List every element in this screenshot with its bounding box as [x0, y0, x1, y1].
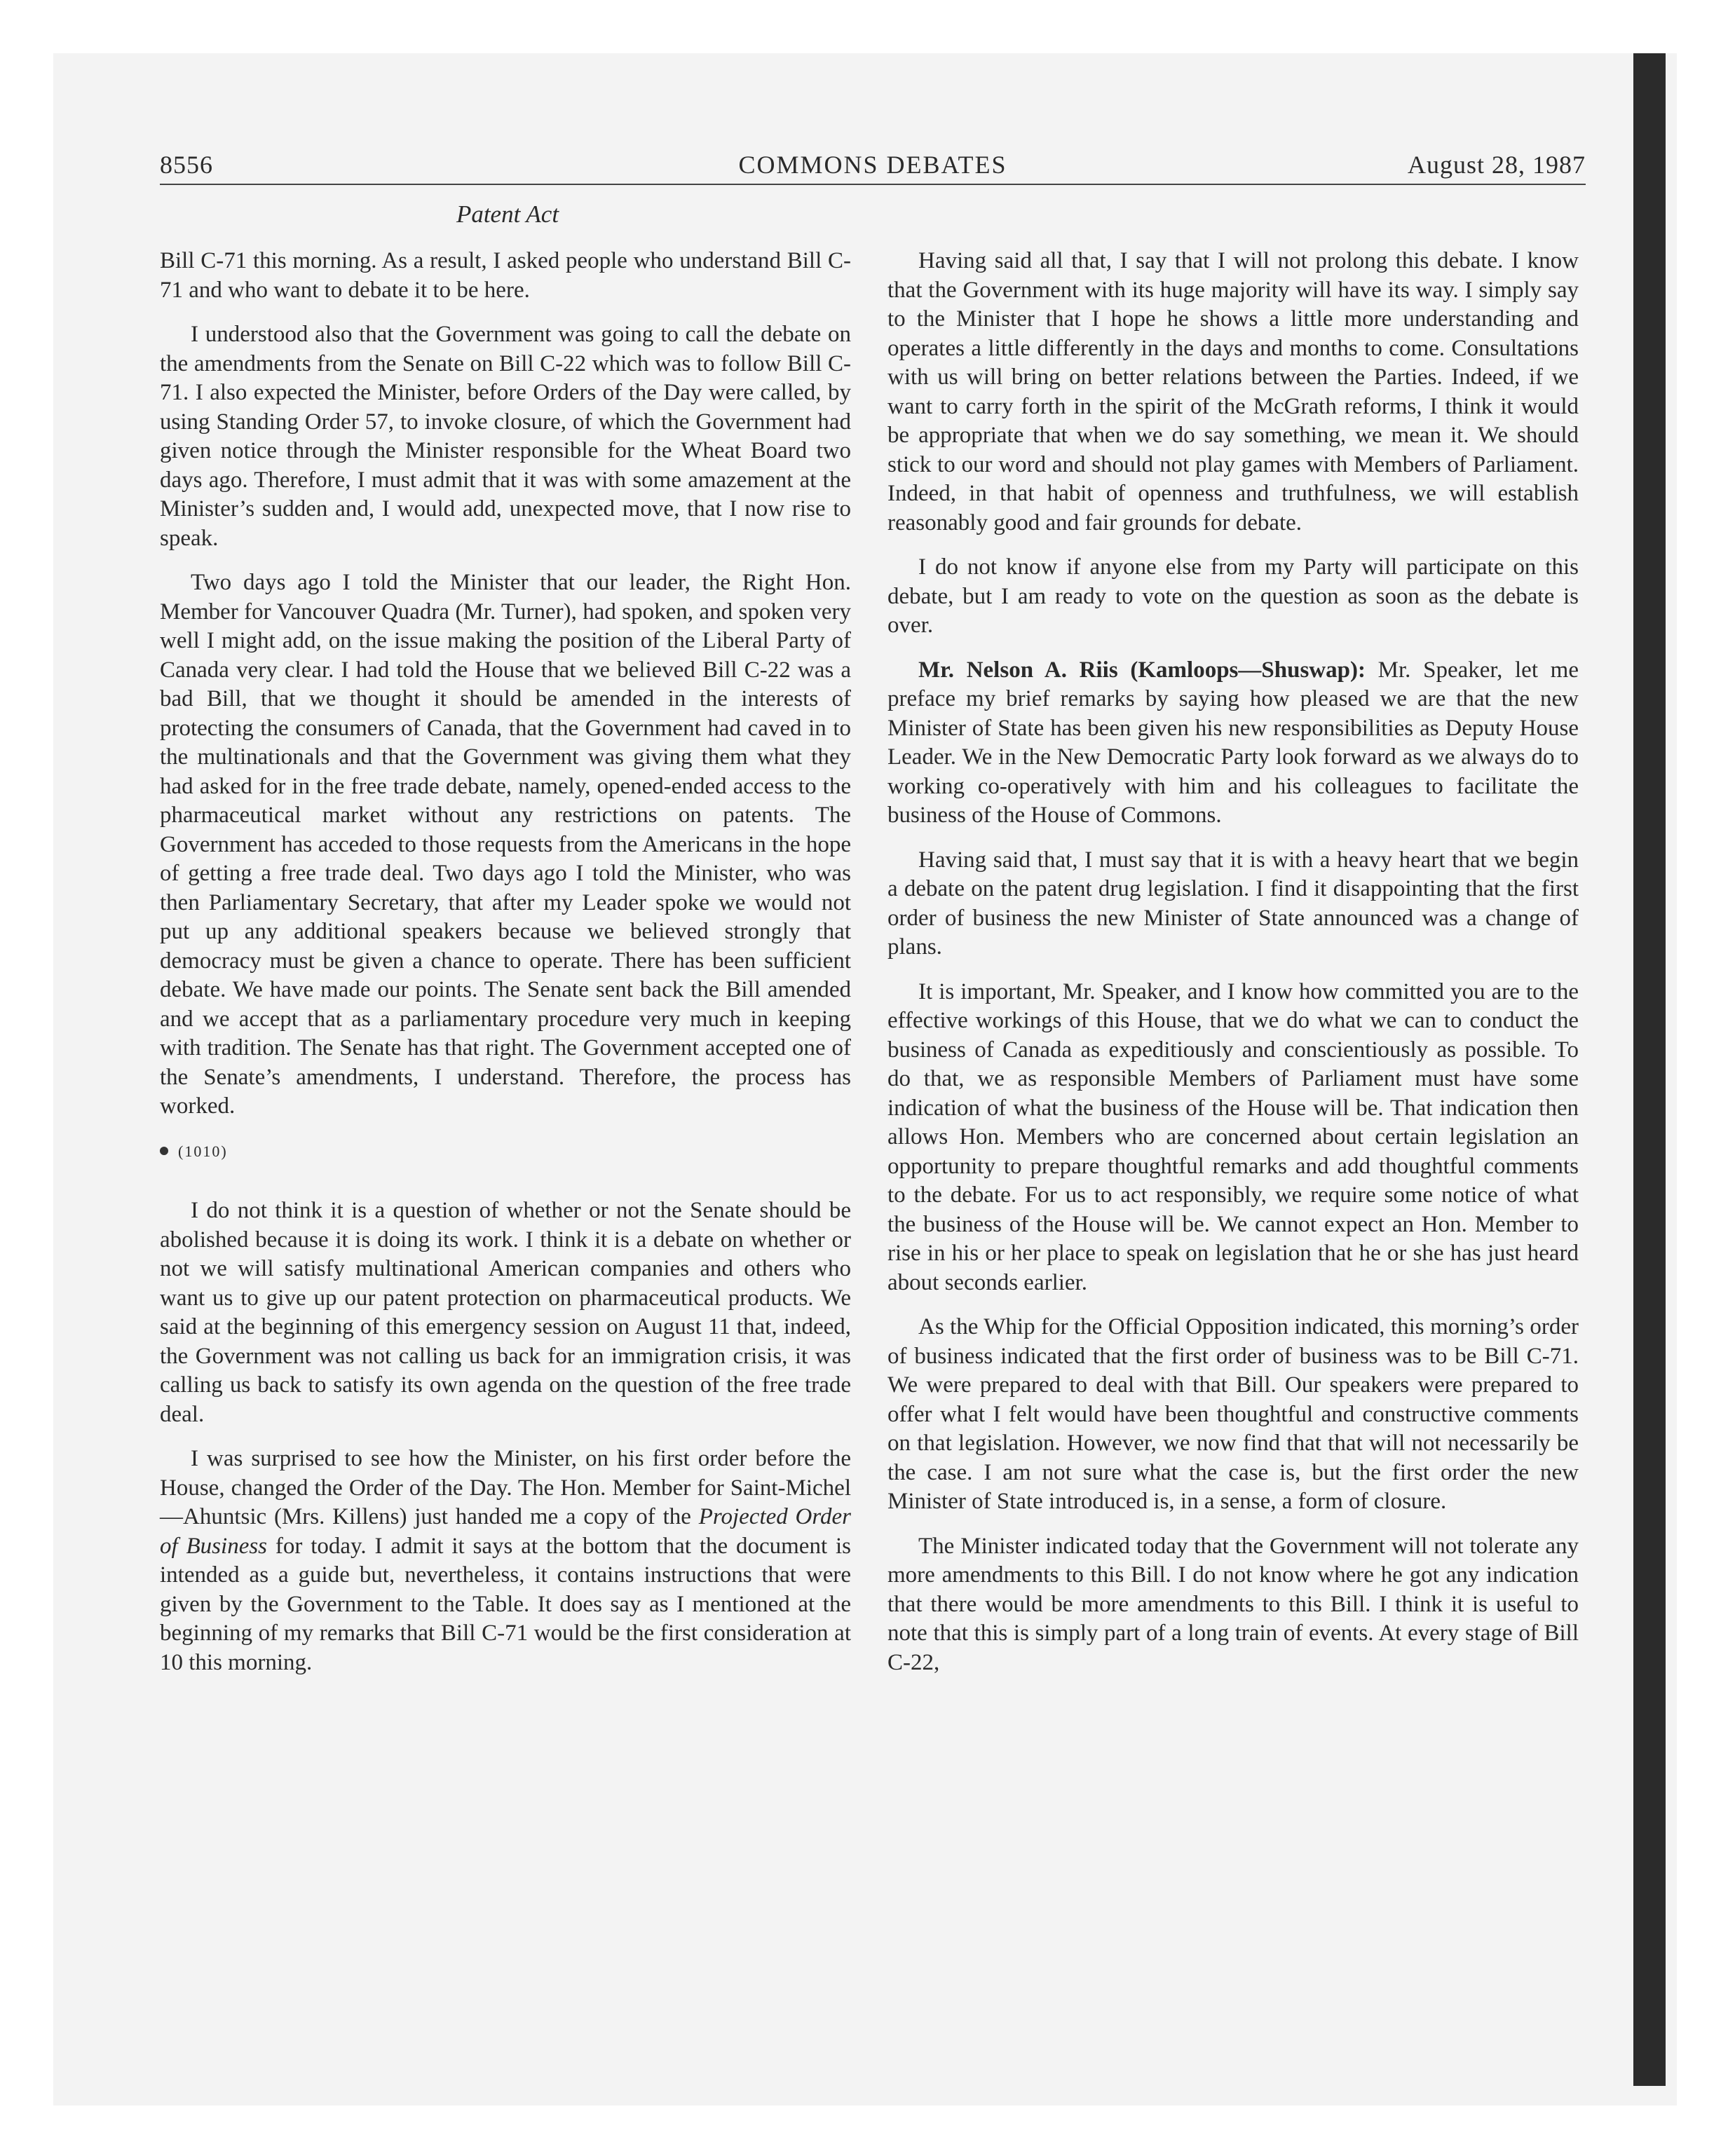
speaker-name: Mr. Nelson A. Riis (Kamloops—Shuswap):: [918, 657, 1366, 683]
time-marker: [160, 1137, 851, 1166]
document-title-italic: Projected Order of Business: [160, 1504, 851, 1559]
paragraph: I do not think it is a question of whether or not the Senate should be abolished because it is doing its work. I think it is a debate on whether or not we will satisfy multinational American companies and others who want us to give up our patent protection on pharmaceutical products. We said at the beginning of this emergency session on August 11 that, indeed, the Government was not calling us back for an immigration crisis, it was calling us back to satisfy its own agenda on the question of the free trade deal.: [160, 1198, 851, 1427]
binding-edge: [1633, 53, 1666, 2086]
bullet-icon: [160, 1147, 168, 1155]
header-rule: [160, 184, 1586, 185]
paragraph: As the Whip for the Official Opposition indicated, this morning’s order of business indicated that the first order of business was to be Bill C-71. We were prepared to deal with that Bill. Our speakers were prepared to offer what I felt would have been thoughtful and constructive comments on that legislation. However, we now find that that will not necessarily be the case. I am not sure what the case is, but the first order the new Minister of State introduced is, in a sense, a form of closure.: [887, 1314, 1579, 1514]
paragraph: I do not know if anyone else from my Party will participate on this debate, but I am ready to vote on the question as soon as the debate is over.: [887, 554, 1579, 638]
publication-title: COMMONS DEBATES: [738, 151, 1007, 179]
page-number: 8556: [160, 151, 213, 179]
paragraph-text: Mr. Speaker, let me preface my brief remarks by saying how pleased we are that the new Minister of State has been given his new responsibilities as Deputy House Leader. We in the New Democratic Party look forward as we always do to working co-operatively with him and his colleagues to facilitate the business of the House of Commons.: [887, 657, 1579, 828]
paragraph: Two days ago I told the Minister that our leader, the Right Hon. Member for Vancouver Quadra (Mr. Turner), had spoken, and spoken very well I might add, on the issue making the position of the Liberal Party of Canada very clear. I had told the House that we believed Bill C-22 was a bad Bill, that we thought it should be amended in the interests of protecting the consumers of Canada, that the Government had caved in to the multinationals and that the Government was giving them what they had asked for in the free trade debate, namely, opened-ended access to the pharmaceutical market without any restrictions on patents. The Government has acceded to those requests from the Americans in the hope of getting a free trade deal. Two days ago I told the Minister, who was then Parliamentary Secretary, that after my Leader spoke we would not put up any additional speakers because we believed strongly that democracy must be given a chance to operate. There has been sufficient debate. We have made our points. The Senate sent back the Bill amended and we accept that as a parliamentary procedure very much in keeping with tradition. The Senate has that right. The Government accepted one of the Senate’s amendments, I understand. Therefore, the process has worked.: [160, 570, 851, 1119]
right-column: [887, 247, 1579, 1693]
paragraph: I understood also that the Government was going to call the debate on the amendments from the Senate on Bill C-22 which was to follow Bill C-71. I also expected the Minister, before Orders of the Day were called, by using Standing Order 57, to invoke closure, of which the Government had given notice through the Minister responsible for the Wheat Board two days ago. Therefore, I must admit that it was with some amazement at the Minister’s sudden and, I would add, unexpected move, that I now rise to speak.: [160, 322, 851, 551]
publication-date: August 28, 1987: [1407, 151, 1586, 179]
paragraph: The Minister indicated today that the Government will not tolerate any more amendments to this Bill. I do not know where he got any indication that there would be more amendments to this Bill. I think it is useful to note that this is simply part of a long train of events. At every stage of Bill C-22,: [887, 1533, 1579, 1675]
left-column: [160, 247, 851, 1693]
time-marker-label: (1010): [178, 1142, 228, 1160]
page-header: [160, 150, 1586, 184]
paragraph: [160, 1445, 851, 1677]
paragraph: Having said that, I must say that it is with a heavy heart that we begin a debate on the patent drug legislation. I find it disappointing that the first order of business the new Minister of State announced was a change of plans.: [887, 847, 1579, 960]
section-heading: Patent Act: [456, 200, 559, 228]
paragraph: Bill C-71 this morning. As a result, I asked people who understand Bill C-71 and who want to debate it to be here.: [160, 248, 851, 303]
paragraph-text: for today. I admit it says at the bottom that the document is intended as a guide but, nevertheless, it contains instructions that were given by the Government to the Table. It does say as I mentioned at the beginning of my remarks that Bill C-71 would be the first consideration at 10 this morning.: [160, 1533, 851, 1675]
paragraph: [887, 656, 1579, 831]
paragraph-text: I was surprised to see how the Minister, on his first order before the House, changed the Order of the Day. The Hon. Member for Saint-Michel—Ahuntsic (Mrs. Killens) just handed me a copy of the: [160, 1446, 851, 1529]
paragraph: Having said all that, I say that I will not prolong this debate. I know that the Government with its huge majority will have its way. I simply say to the Minister that I hope he shows a little more understanding and operates a little differently in the days and months to come. Consultations with us will bring on better relations between the Parties. Indeed, if we want to carry forth in the spirit of the McGrath reforms, I think it would be appropriate that when we do say something, we mean it. We should stick to our word and should not play games with Members of Parliament. Indeed, in that habit of openness and truthfulness, we will establish reasonably good and fair grounds for debate.: [887, 248, 1579, 535]
paragraph: It is important, Mr. Speaker, and I know how committed you are to the effective workings of this House, that we do what we can to conduct the business of Canada as expeditiously and conscientiously as possible. To do that, we as responsible Members of Parliament must have some indication of what the business of the House will be. That indication then allows Hon. Members who are concerned about certain legislation an opportunity to prepare thoughtful remarks and add thoughtful comments to the debate. For us to act responsibly, we require some notice of what the business of the House will be. We cannot expect an Hon. Member to rise in his or her place to speak on legislation that he or she has just heard about seconds earlier.: [887, 978, 1579, 1295]
